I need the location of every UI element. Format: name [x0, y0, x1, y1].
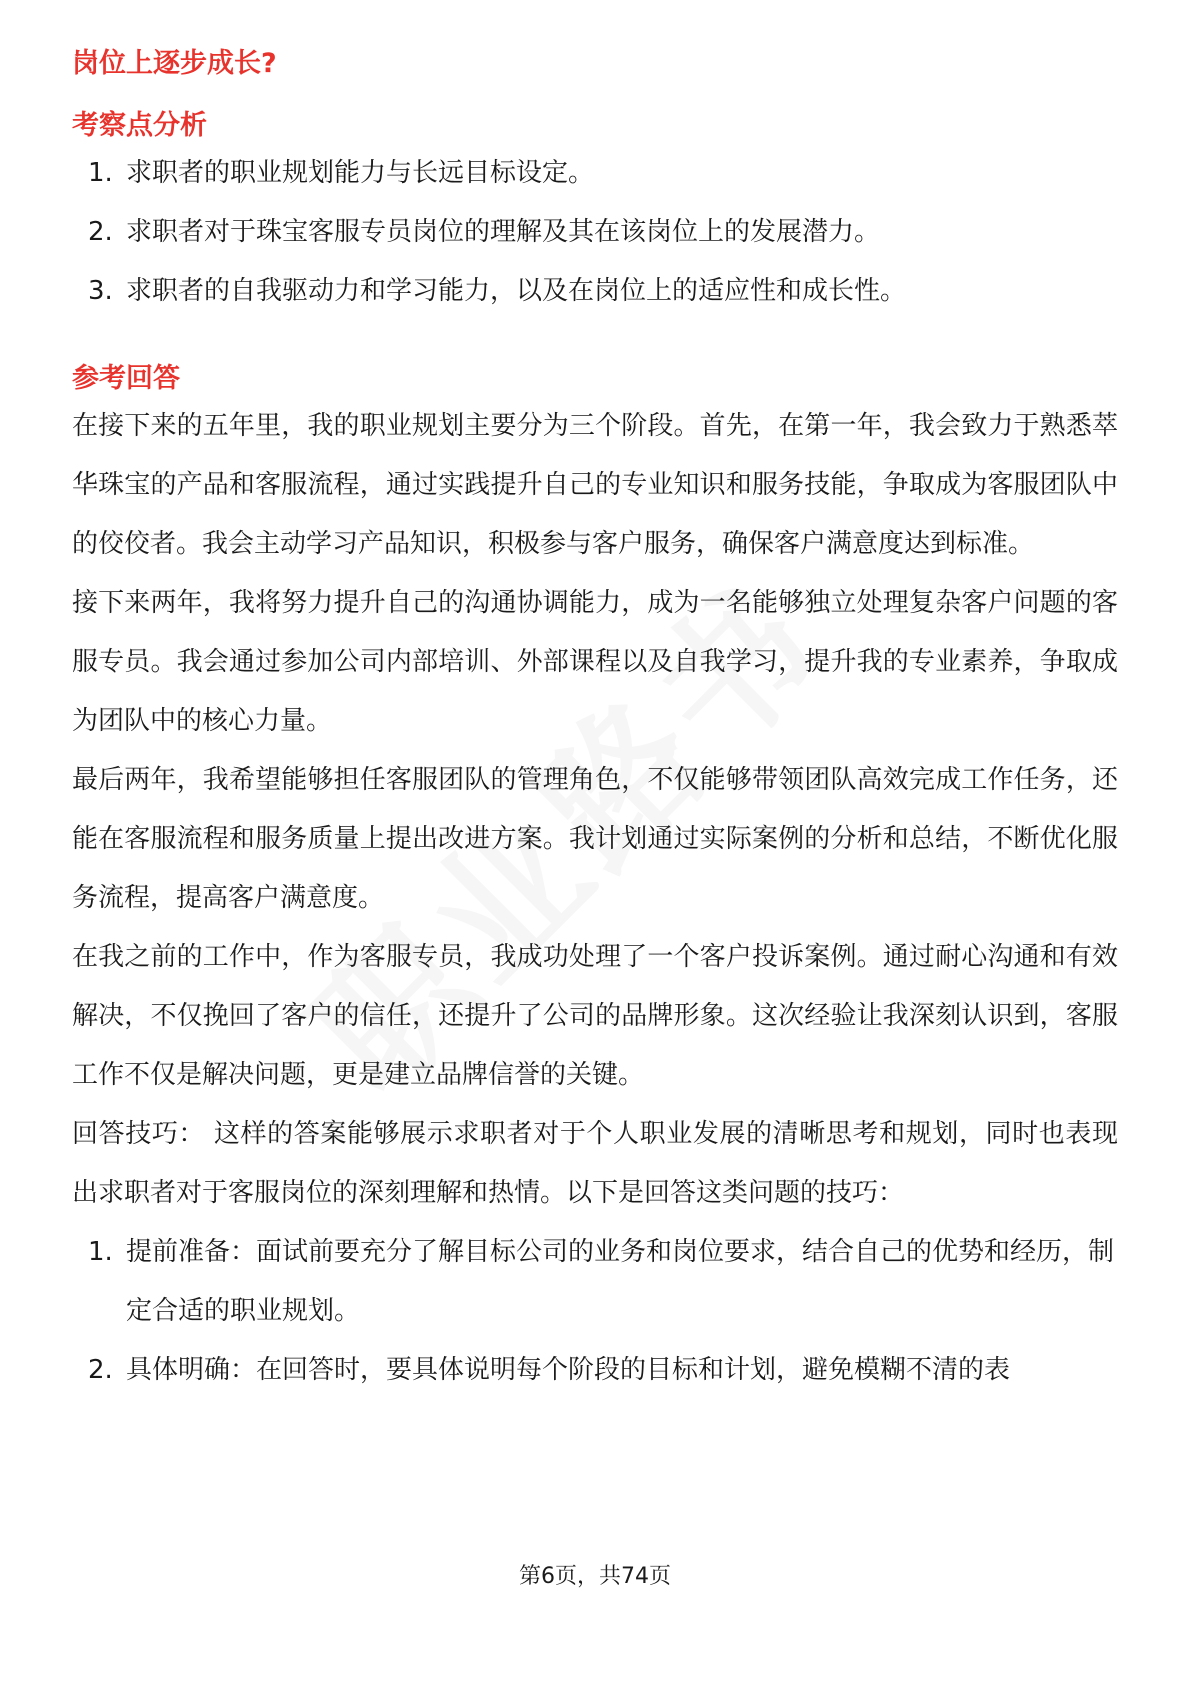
page-content	[72, 46, 1118, 1400]
list-item-text: 求职者的职业规划能力与长远目标设定。	[126, 158, 595, 188]
answer-paragraph: 在我之前的工作中，作为客服专员，我成功处理了一个客户投诉案例。通过耐心沟通和有效解决，不仅挽回了客户的信任，还提升了公司的品牌形象。这次经验让我深刻认识到，客服工作不仅是解决问题，更是建立品牌信誉的关键。	[72, 942, 1118, 1090]
list-item	[72, 262, 1118, 321]
list-item-text: 求职者的自我驱动力和学习能力，以及在岗位上的适应性和成长性。	[126, 276, 907, 306]
list-item-number: 2.	[88, 1355, 113, 1385]
analysis-list	[72, 144, 1118, 321]
list-item	[72, 1223, 1118, 1341]
answer-paragraph: 在接下来的五年里，我的职业规划主要分为三个阶段。首先，在第一年，我会致力于熟悉萃华珠宝的产品和客服流程，通过实践提升自己的专业知识和服务技能，争取成为客服团队中的佼佼者。我会主动学习产品知识，积极参与客户服务，确保客户满意度达到标准。	[72, 411, 1118, 559]
list-item-number: 3.	[88, 276, 113, 306]
page-footer: 第6页，共74页	[519, 1564, 671, 1589]
list-item	[72, 1341, 1118, 1400]
list-item	[72, 144, 1118, 203]
tips-intro-paragraph: 回答技巧： 这样的答案能够展示求职者对于个人职业发展的清晰思考和规划，同时也表现出求职者对于客服岗位的深刻理解和热情。以下是回答这类问题的技巧：	[72, 1119, 1118, 1208]
list-item-number: 1.	[88, 158, 113, 188]
list-item-number: 1.	[88, 1237, 113, 1267]
answer-paragraph: 接下来两年，我将努力提升自己的沟通协调能力，成为一名能够独立处理复杂客户问题的客服专员。我会通过参加公司内部培训、外部课程以及自我学习，提升我的专业素养，争取成为团队中的核心力量。	[72, 588, 1118, 736]
question-tail-heading: 岗位上逐步成长?	[72, 48, 277, 79]
list-item-number: 2.	[88, 217, 113, 247]
list-item-text: 具体明确：在回答时，要具体说明每个阶段的目标和计划，避免模糊不清的表	[126, 1355, 1011, 1385]
analysis-heading: 考察点分析	[72, 110, 207, 141]
answer-paragraph: 最后两年，我希望能够担任客服团队的管理角色，不仅能够带领团队高效完成工作任务，还能在客服流程和服务质量上提出改进方案。我计划通过实际案例的分析和总结，不断优化服务流程，提高客户满意度。	[72, 765, 1118, 913]
list-item-text: 求职者对于珠宝客服专员岗位的理解及其在该岗位上的发展潜力。	[126, 217, 881, 247]
list-item	[72, 203, 1118, 262]
list-item-text: 提前准备：面试前要充分了解目标公司的业务和岗位要求，结合自己的优势和经历，制定合适的职业规划。	[126, 1237, 1115, 1326]
answer-heading: 参考回答	[72, 363, 180, 394]
tips-list	[72, 1223, 1118, 1400]
